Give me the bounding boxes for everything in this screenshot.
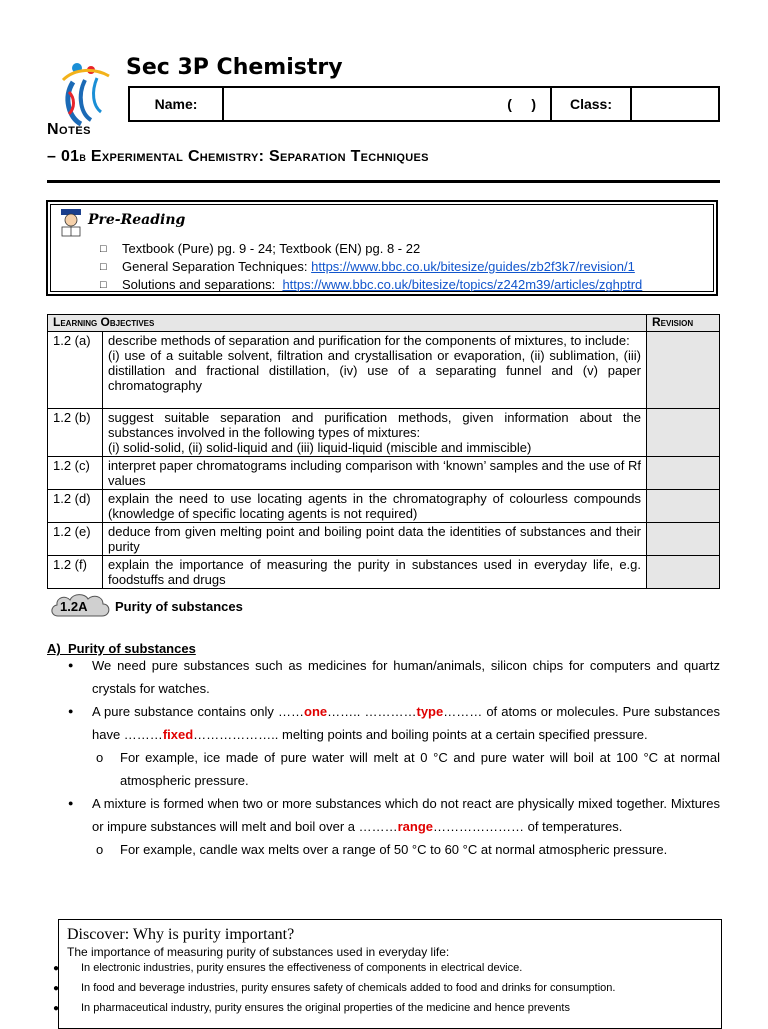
objective-text: suggest suitable separation and purification methods, given information about the substances involved in the following types of mixtures: (i) solid-solid, (ii) solid-liquid and (iii) liquid-liquid (miscible and immiscible): [103, 409, 647, 457]
discover-title: Discover: Why is purity important?: [67, 926, 295, 943]
table-row: [48, 457, 720, 490]
revision-cell[interactable]: [647, 457, 720, 490]
class-field[interactable]: [632, 88, 718, 120]
learning-objectives-table: [47, 314, 720, 589]
pre-reading-title: Pre-Reading: [88, 212, 186, 228]
objective-number: 1.2 (b): [48, 409, 103, 457]
objectives-header: Learning Objectives: [48, 315, 647, 332]
objective-text: explain the need to use locating agents in the chromatography of colourless compounds (knowledge of specific locating agents is not required): [103, 490, 647, 523]
page-title: Sec 3P Chemistry: [126, 55, 343, 80]
chapter-heading: – 01b Experimental Chemistry: Separation Techniques: [47, 148, 429, 165]
revision-cell[interactable]: [647, 523, 720, 556]
objective-number: 1.2 (e): [48, 523, 103, 556]
objective-text: deduce from given melting point and boiling point data the identities of substances and their purity: [103, 523, 647, 556]
bbc-separation-link[interactable]: https://www.bbc.co.uk/bitesize/guides/zb2f3k7/revision/1: [311, 259, 635, 274]
heading-rule: [47, 180, 720, 183]
list-item: o For example, ice made of pure water will melt at 0 °C and pure water will boil at 100 °C at normal atmospheric pressure.: [68, 746, 720, 792]
student-reading-icon: [58, 208, 84, 238]
list-item: □ Textbook (Pure) pg. 9 - 24; Textbook (EN) pg. 8 - 22: [100, 240, 642, 258]
section-body: [68, 654, 720, 861]
list-item: ● In electronic industries, purity ensures the effectiveness of components in electrical device.: [59, 962, 713, 975]
list-item: ● In food and beverage industries, purity ensures safety of chemicals added to food and drinks for consumption.: [59, 982, 713, 995]
revision-header: Revision: [647, 315, 720, 332]
list-item: ● In pharmaceutical industry, purity ensures the original properties of the medicine and hence prevents: [59, 1002, 713, 1015]
index-parens: ( ): [507, 96, 536, 112]
objective-text: interpret paper chromatograms including comparison with ‘known’ samples and the use of Rf values: [103, 457, 647, 490]
objective-number: 1.2 (f): [48, 556, 103, 589]
bbc-solutions-link[interactable]: https://www.bbc.co.uk/bitesize/topics/z242m39/articles/zghptrd: [282, 277, 643, 292]
table-row: [48, 556, 720, 589]
table-row: [48, 523, 720, 556]
notes-label: Notes: [47, 121, 92, 138]
objective-text: explain the importance of measuring the purity in substances used in everyday life, e.g. foodstuffs and drugs: [103, 556, 647, 589]
school-logo-icon: [55, 58, 115, 128]
section-badge: 1.2A: [60, 599, 88, 614]
list-item: o For example, candle wax melts over a range of 50 °C to 60 °C at normal atmospheric pressure.: [68, 838, 720, 861]
list-item: □ Solutions and separations: https://www.bbc.co.uk/bitesize/topics/z242m39/articles/zghptrd: [100, 276, 642, 294]
revision-cell[interactable]: [647, 409, 720, 457]
list-item: ● A pure substance contains only ……one…….. …………type……… of atoms or molecules. Pure substances have ………fixed……………….. melting points and boiling points at a certain specified pressure.: [68, 700, 720, 746]
name-class-box: [128, 86, 720, 122]
discover-subtitle: The importance of measuring purity of substances used in everyday life:: [67, 945, 450, 959]
table-row: [48, 409, 720, 457]
list-item: ● We need pure substances such as medicines for human/animals, silicon chips for computers and quartz crystals for watches.: [68, 654, 720, 700]
sub-heading: A) Purity of substances: [47, 641, 196, 656]
revision-cell[interactable]: [647, 490, 720, 523]
discover-box: [58, 919, 722, 1029]
objective-number: 1.2 (d): [48, 490, 103, 523]
list-item: ● A mixture is formed when two or more substances which do not react are physically mixed together. Mixtures or impure substances will melt and boil over a ………range………………… of temperatures.: [68, 792, 720, 838]
table-row: [48, 332, 720, 409]
objective-number: 1.2 (a): [48, 332, 103, 409]
pre-reading-list: [100, 240, 642, 294]
objective-text: describe methods of separation and purification for the components of mixtures, to include: (i) use of a suitable solvent, filtration and crystallisation or evaporation, (ii) sublimation, (iii) distillation and fractional distillation, (iv) use of a separating funnel and (v) paper chromatography: [103, 332, 647, 409]
name-field[interactable]: [224, 88, 552, 120]
class-label: Class:: [552, 88, 632, 120]
revision-cell[interactable]: [647, 332, 720, 409]
pre-reading-box: [46, 200, 718, 296]
list-item: □ General Separation Techniques: https://www.bbc.co.uk/bitesize/guides/zb2f3k7/revision/1: [100, 258, 642, 276]
name-label: Name:: [130, 88, 224, 120]
table-row: [48, 490, 720, 523]
section-title: Purity of substances: [115, 599, 243, 614]
revision-cell[interactable]: [647, 556, 720, 589]
discover-list: [59, 962, 713, 1022]
objective-number: 1.2 (c): [48, 457, 103, 490]
